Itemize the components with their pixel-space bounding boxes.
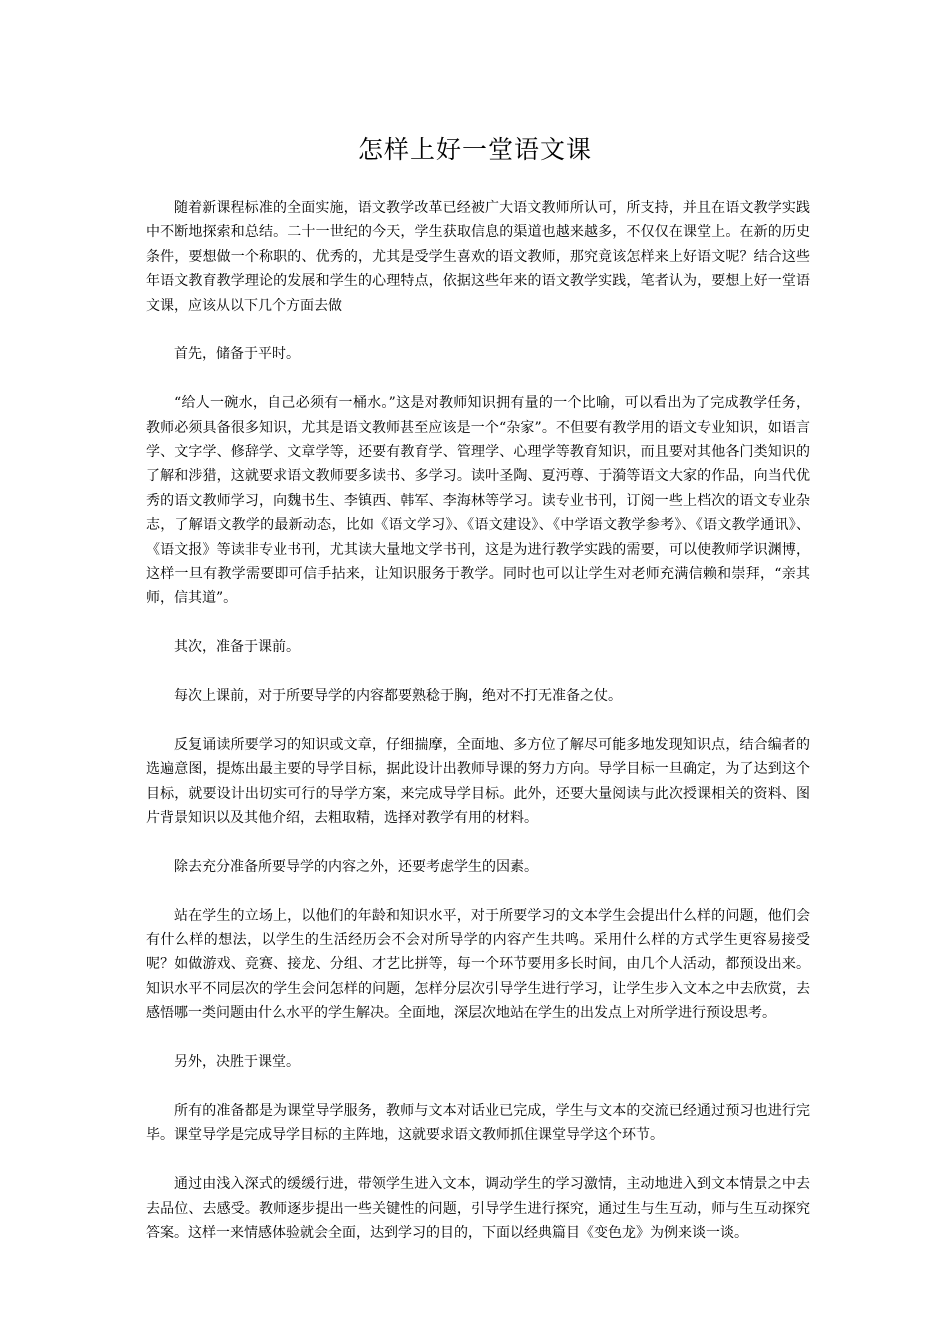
- paragraph: 其次，准备于课前。: [174, 639, 300, 656]
- paragraph: 通过由浅入深式的缓缓行进，带领学生进入文本，调动学生的学习激情，主动地进入到文本情景之中去去品位、去感受。教师逐步提出一些关键性的问题，引导学生进行探究，通过生与生互动，师与生互动探究答案。这样一来情感体验就会全面，达到学习的目的，下面以经典篇目《变色龙》为例来谈一谈。: [146, 1176, 810, 1241]
- document-body: [146, 196, 810, 1270]
- paragraph: “给人一碗水，自己必须有一桶水。”这是对教师知识拥有量的一个比喻，可以看出为了完成教学任务，教师必须具备很多知识，尤其是语文教师甚至应该是一个“杂家”。不但要有教学用的语文专业知识，如语言学、文字学、修辞学、文章学等，还要有教育学、管理学、心理学等教育知识，而且要对其他各门类知识的了解和涉猎，这就要求语文教师要多读书、多学习。读叶圣陶、夏沔尊、于漪等语文大家的作品，向当代优秀的语文教师学习，向魏书生、李镇西、韩军、李海林等学习。读专业书刊，订阅一些上档次的语文专业杂志，了解语文教学的最新动态，比如《语文学习》、《语文建设》、《中学语文教学参考》、《语文教学通讯》、《语文报》等读非专业书刊，尤其读大量地文学书刊，这是为进行教学实践的需要，可以使教师学识渊博，这样一旦有教学需要即可信手拈来，让知识服务于教学。同时也可以让学生对老师充满信赖和崇拜，“亲其师，信其道”。: [146, 395, 810, 607]
- paragraph: 所有的准备都是为课堂导学服务，教师与文本对话业已完成，学生与文本的交流已经通过预习也进行完毕。课堂导学是完成导学目标的主阵地，这就要求语文教师抓住课堂导学这个环节。: [146, 1102, 810, 1144]
- paragraph: 首先，储备于平时。: [174, 346, 300, 363]
- paragraph: 随着新课程标准的全面实施，语文教学改革已经被广大语文教师所认可，所支持，并且在语文教学实践中不断地探索和总结。二十一世纪的今天，学生获取信息的渠道也越来越多，不仅仅在课堂上。在新的历史条件，要想做一个称职的、优秀的，尤其是受学生喜欢的语文教师，那究竟该怎样来上好语文呢？结合这些年语文教育教学理论的发展和学生的心理特点，依据这些年来的语文教学实践，笔者认为，要想上好一堂语文课，应该从以下几个方面去做: [146, 200, 810, 314]
- paragraph: 站在学生的立场上，以他们的年龄和知识水平，对于所要学习的文本学生会提出什么样的问题，他们会有什么样的想法，以学生的生活经历会不会对所导学的内容产生共鸣。采用什么样的方式学生更容易接受呢？如做游戏、竞赛、接龙、分组、才艺比拼等，每一个环节要用多长时间，由几个人活动，都预设出来。知识水平不同层次的学生会问怎样的问题，怎样分层次引导学生进行学习，让学生步入文本之中去欣赏，去感悟哪一类问题由什么水平的学生解决。全面地，深层次地站在学生的出发点上对所学进行预设思考。: [146, 907, 810, 1022]
- paragraph: 另外，决胜于课堂。: [174, 1054, 300, 1071]
- paragraph: 反复诵读所要学习的知识或文章，仔细揣摩，全面地、多方位了解尽可能多地发现知识点，结合编者的选遍意图，提炼出最主要的导学目标，据此设计出教师导课的努力方向。导学目标一旦确定，为了达到这个目标，就要设计出切实可行的导学方案，来完成导学目标。此外，还要大量阅读与此次授课相关的资料、图片背景知识以及其他介绍，去粗取精，选择对教学有用的材料。: [146, 736, 810, 827]
- paragraph: 每次上课前，对于所要导学的内容都要熟稔于胸，绝对不打无准备之仗。: [174, 688, 622, 705]
- document-title: 怎样上好一堂语文课: [357, 135, 592, 164]
- paragraph: 除去充分准备所要导学的内容之外，还要考虑学生的因素。: [174, 858, 538, 875]
